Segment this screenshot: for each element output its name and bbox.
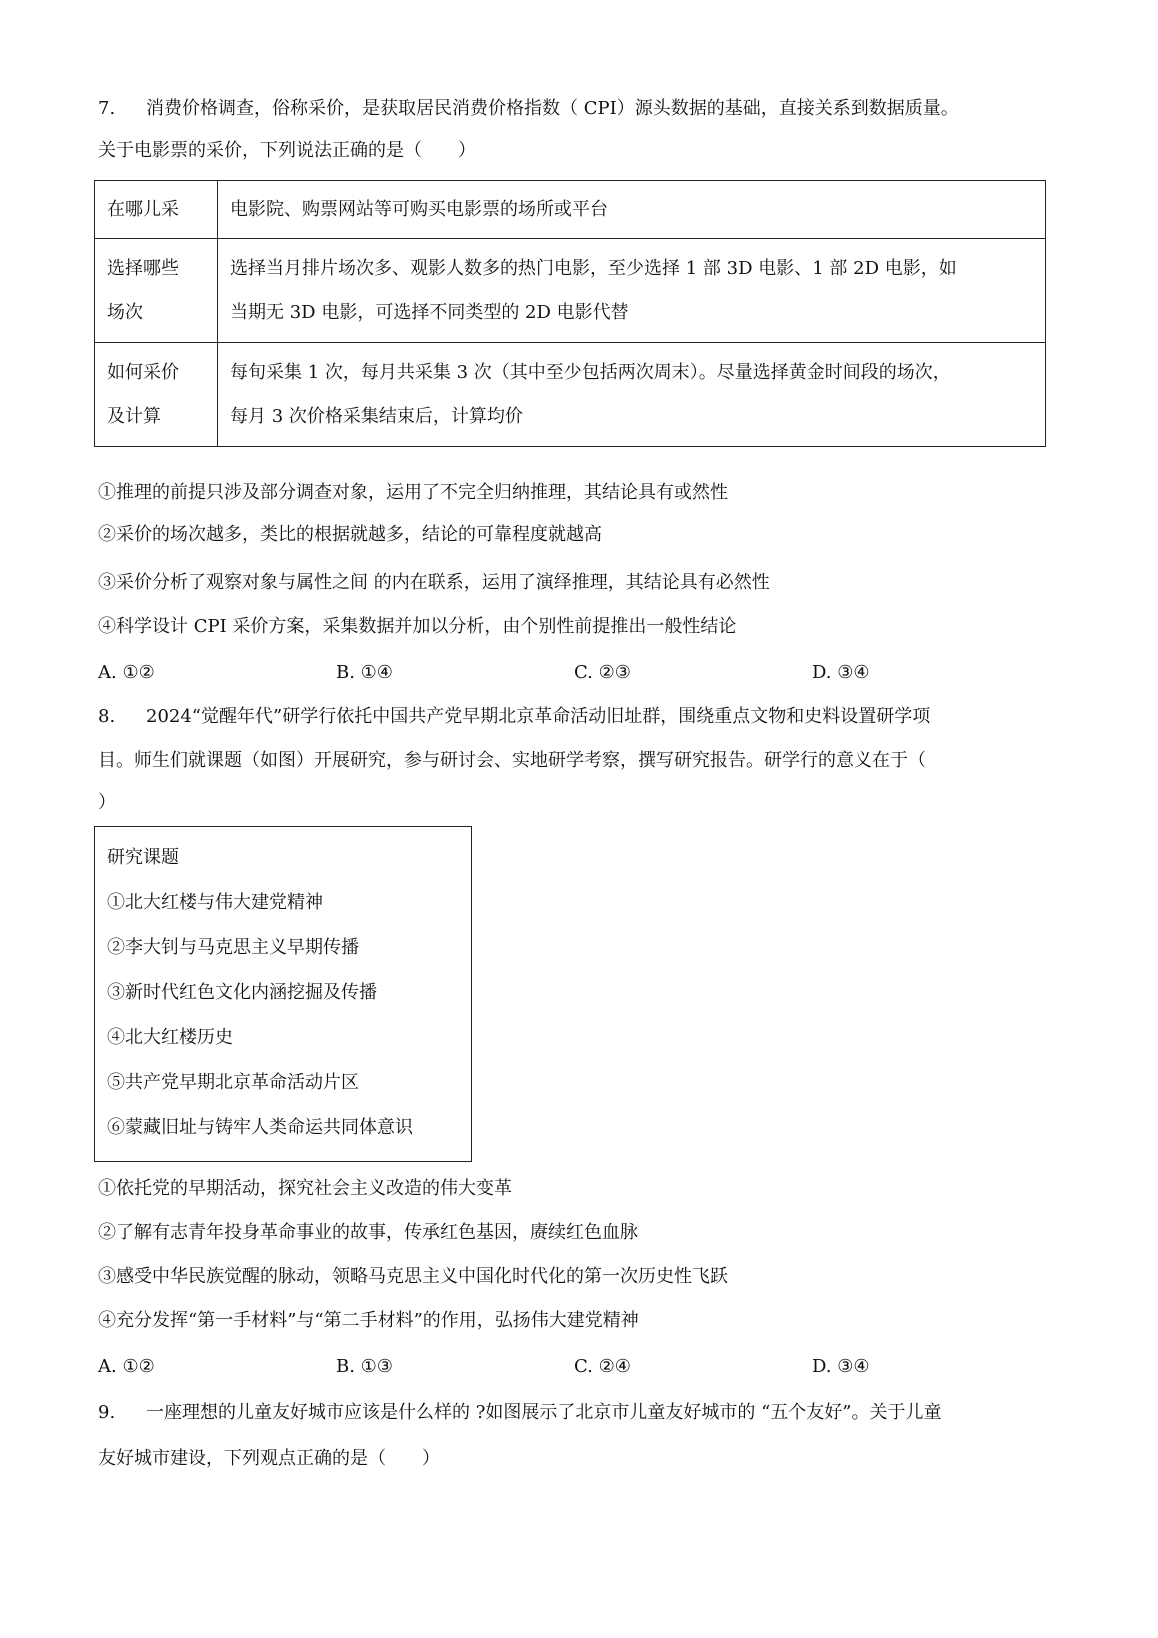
q7-table	[94, 180, 1046, 447]
q8-statement-3: ③感受中华民族觉醒的脉动，领略马克思主义中国化时代化的第一次历史性飞跃	[98, 1266, 728, 1287]
table-row	[95, 181, 1046, 239]
table-row-body: 每旬采集 1 次，每月共采集 3 次（其中至少包括两次周末）。尽量选择黄金时间段的场次， 每月 3 次价格采集结束后，计算均价	[218, 343, 1046, 447]
q8-number: 8.	[98, 706, 116, 727]
q7-option-b[interactable]: B. ①④	[336, 662, 393, 683]
list-item: ⑤共产党早期北京革命活动片区	[107, 1072, 359, 1093]
q7-option-a[interactable]: A. ①②	[98, 662, 155, 683]
q8-option-d[interactable]: D. ③④	[812, 1356, 870, 1377]
q7-statement-1: ①推理的前提只涉及部分调查对象，运用了不完全归纳推理，其结论具有或然性	[98, 482, 728, 503]
q7-number: 7.	[98, 98, 116, 119]
table-row-head: 在哪儿采	[95, 181, 218, 239]
q8-statement-2: ②了解有志青年投身革命事业的故事，传承红色基因，赓续红色血脉	[98, 1222, 638, 1243]
table-row-head: 如何采价 及计算	[95, 343, 218, 447]
list-item: ④北大红楼历史	[107, 1027, 233, 1048]
q7-statement-3: ③采价分析了观察对象与属性之间 的内在联系，运用了演绎推理，其结论具有必然性	[98, 572, 770, 593]
q7-stem-line2: 关于电影票的采价，下列说法正确的是（ ）	[98, 140, 476, 161]
q9-number: 9.	[98, 1402, 116, 1423]
q7-options	[98, 660, 1050, 686]
table-row-body: 选择当月排片场次多、观影人数多的热门电影，至少选择 1 部 3D 电影、1 部 2D 电影，如 当期无 3D 电影，可选择不同类型的 2D 电影代替	[218, 239, 1046, 343]
research-topics-box	[94, 826, 472, 1162]
q8-options	[98, 1354, 1050, 1380]
q8-stem-line2: 目。师生们就课题（如图）开展研究，参与研讨会、实地研学考察，撰写研究报告。研学行的意义在于（	[98, 750, 926, 771]
q9-stem-line1: 9. 一座理想的儿童友好城市应该是什么样的 ?如图展示了北京市儿童友好城市的 “五个友好”。关于儿童	[98, 1400, 942, 1426]
q7-statement-2: ②采价的场次越多，类比的根据就越多，结论的可靠程度就越高	[98, 524, 602, 545]
q8-statement-4: ④充分发挥“第一手材料”与“第二手材料”的作用，弘扬伟大建党精神	[98, 1310, 639, 1331]
q9-stem-line2: 友好城市建设，下列观点正确的是（ ）	[98, 1448, 440, 1469]
list-item: ②李大钊与马克思主义早期传播	[107, 937, 359, 958]
q7-stem-line1: 7. 消费价格调查，俗称采价，是获取居民消费价格指数（ CPI）源头数据的基础，直接关系到数据质量。	[98, 96, 959, 122]
q8-stem-line1: 8. 2024“觉醒年代”研学行依托中国共产党早期北京革命活动旧址群，围绕重点文物和史料设置研学项	[98, 704, 930, 730]
table-row-head: 选择哪些 场次	[95, 239, 218, 343]
list-item: ③新时代红色文化内涵挖掘及传播	[107, 982, 377, 1003]
research-topics-title: 研究课题	[107, 847, 179, 868]
q7-option-c[interactable]: C. ②③	[574, 662, 631, 683]
table-row-body: 电影院、购票网站等可购买电影票的场所或平台	[218, 181, 1046, 239]
q7-statement-4: ④科学设计 CPI 采价方案，采集数据并加以分析，由个别性前提推出一般性结论	[98, 616, 737, 637]
table-row	[95, 343, 1046, 447]
table-row	[95, 239, 1046, 343]
q8-option-c[interactable]: C. ②④	[574, 1356, 631, 1377]
q8-option-a[interactable]: A. ①②	[98, 1356, 155, 1377]
q8-stem-line3: ）	[98, 792, 116, 813]
list-item: ⑥蒙藏旧址与铸牢人类命运共同体意识	[107, 1117, 413, 1138]
list-item: ①北大红楼与伟大建党精神	[107, 892, 323, 913]
q8-statement-1: ①依托党的早期活动，探究社会主义改造的伟大变革	[98, 1178, 512, 1199]
q7-option-d[interactable]: D. ③④	[812, 662, 870, 683]
q8-option-b[interactable]: B. ①③	[336, 1356, 393, 1377]
